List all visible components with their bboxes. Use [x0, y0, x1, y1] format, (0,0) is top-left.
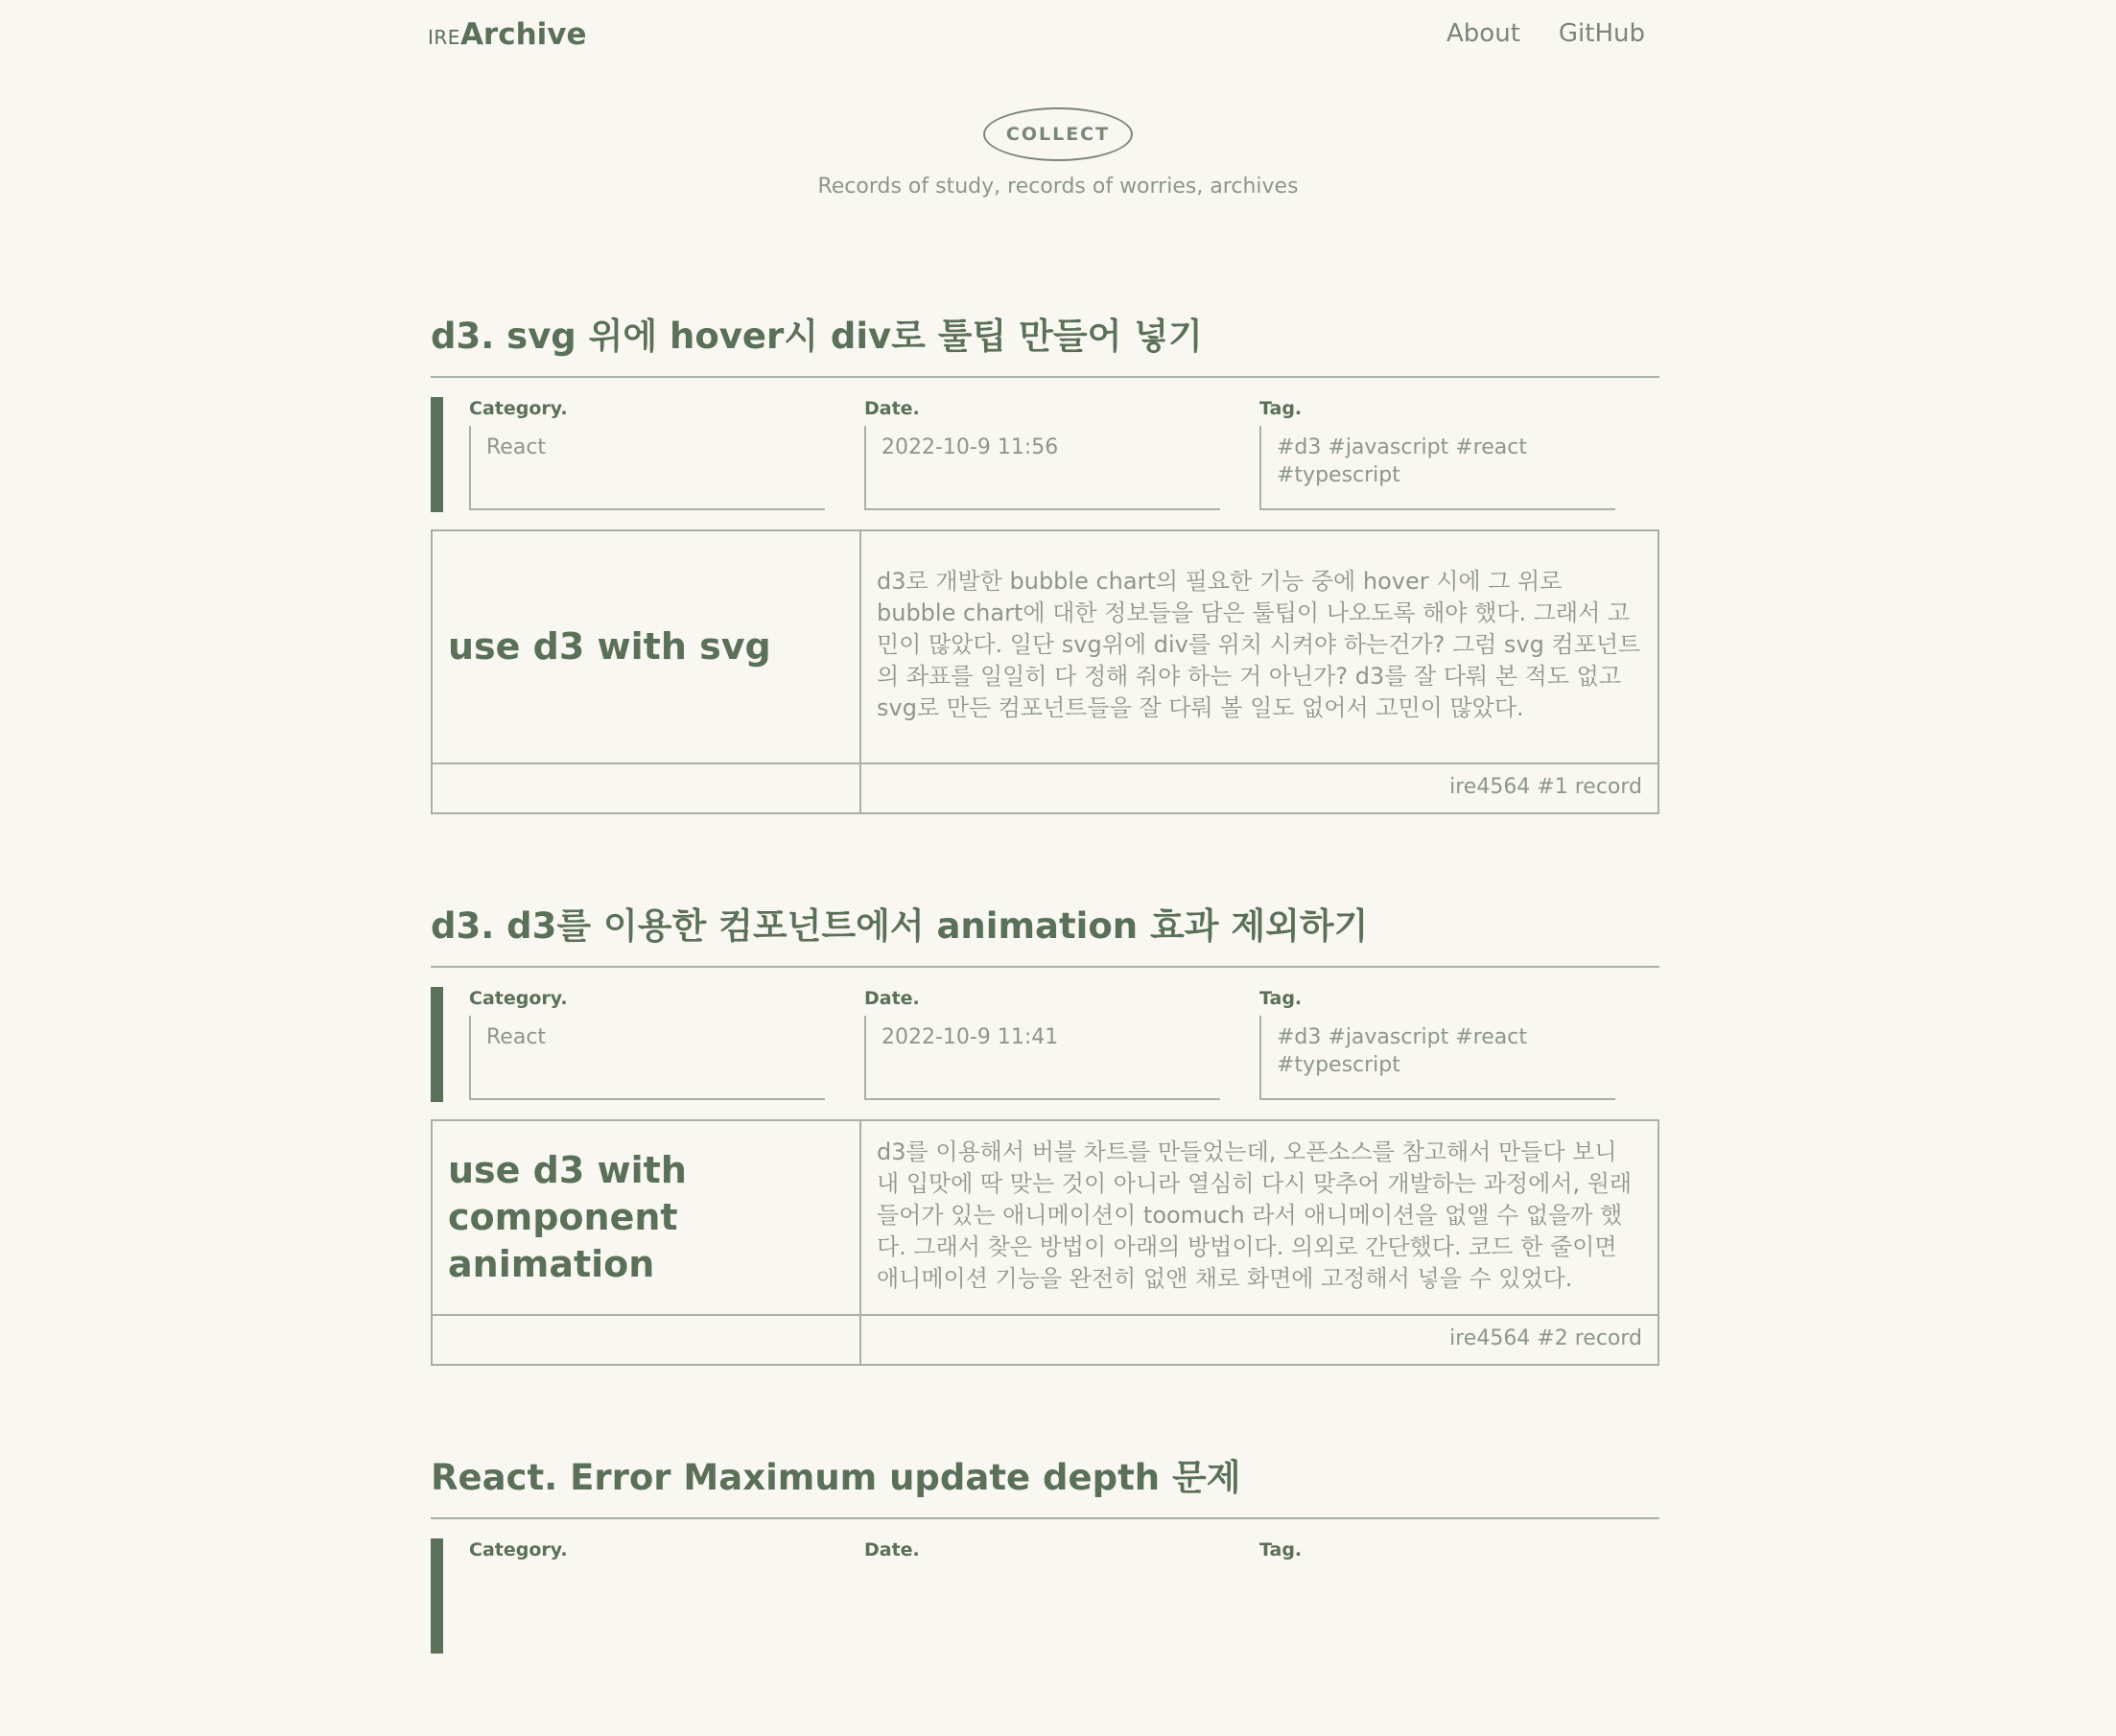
collect-badge: COLLECT: [983, 107, 1133, 161]
post-item: [431, 1448, 1659, 1654]
post-list: [431, 307, 1659, 1736]
date-label: Date.: [864, 398, 920, 419]
nav-github-link[interactable]: GitHub: [1558, 19, 1645, 48]
hero: [0, 107, 2116, 199]
post-meta: [431, 397, 1659, 512]
category-value[interactable]: React: [469, 426, 825, 510]
meta-date: [864, 397, 1259, 512]
meta-category: [469, 987, 864, 1102]
hero-tagline: Records of study, records of worries, archives: [817, 175, 1299, 199]
meta-accent-bar: [431, 1538, 443, 1654]
post-title[interactable]: React. Error Maximum update depth 문제: [431, 1448, 1659, 1519]
date-value: 2022-10-9 11:56: [864, 426, 1220, 510]
post-card[interactable]: [431, 529, 1659, 814]
card-main: [433, 531, 1658, 764]
tag-label: Tag.: [1259, 988, 1303, 1009]
record-label: ire4564 #1 record: [1449, 775, 1642, 799]
tag-value[interactable]: #d3 #javascript #react #typescript: [1259, 1016, 1615, 1100]
card-main: [433, 1121, 1658, 1316]
record-label: ire4564 #2 record: [1449, 1326, 1642, 1350]
tag-label: Tag.: [1259, 398, 1303, 419]
card-footer-empty: [433, 764, 861, 812]
meta-category: [469, 1538, 864, 1654]
tag-label: Tag.: [1259, 1539, 1303, 1560]
post-excerpt: d3를 이용해서 버블 차트를 만들었는데, 오픈소스를 참고해서 만들다 보니 내 입맛에 딱 맞는 것이 아니라 열심히 다시 맞추어 개발하는 과정에서, 원래 들어가 있는 애니메이션이 toomuch 라서 애니메이션을 없앨 수 없을까 했다. 그래서 찾은 방법이 아래의 방법이다. 의외로 간단했다. 코드 한 줄이면 애니메이션 기능을 완전히 없앤 채로 화면에 고정해서 넣을 수 있었다.: [877, 1138, 1633, 1292]
site-logo[interactable]: [428, 17, 587, 52]
post-title[interactable]: d3. svg 위에 hover시 div로 툴팁 만들어 넣기: [431, 307, 1659, 378]
logo-title: Archive: [459, 17, 587, 52]
post-subtitle: use d3 with component animation: [433, 1121, 861, 1314]
meta-tag: [1259, 397, 1655, 512]
post-meta: [431, 1538, 1659, 1654]
post-card[interactable]: [431, 1119, 1659, 1366]
card-footer: [433, 764, 1658, 812]
category-label: Category.: [469, 988, 568, 1009]
meta-accent-bar: [431, 987, 443, 1102]
tag-value[interactable]: #d3 #javascript #react #typescript: [1259, 426, 1615, 510]
date-value: 2022-10-9 11:41: [864, 1016, 1220, 1100]
logo-prefix: IRE: [428, 26, 460, 49]
date-label: Date.: [864, 988, 920, 1009]
category-value[interactable]: React: [469, 1016, 825, 1100]
post-excerpt: d3로 개발한 bubble chart의 필요한 기능 중에 hover 시에 그 위로 bubble chart에 대한 정보들을 담은 툴팁이 나오도록 해야 했다. 그래서 고민이 많았다. 일단 svg위에 div를 위치 시켜야 하는건가? 그럼 svg 컴포넌트의 좌표를 일일히 다 정해 줘야 하는 거 아닌가? d3를 잘 다뤄 본 적도 없고 svg로 만든 컴포넌트들을 잘 다뤄 볼 일도 없어서 고민이 많았다.: [877, 568, 1641, 721]
post-meta: [431, 987, 1659, 1102]
post-item: [431, 897, 1659, 1366]
site-header: [0, 0, 2116, 77]
post-title[interactable]: d3. d3를 이용한 컴포넌트에서 animation 효과 제외하기: [431, 897, 1659, 968]
card-footer-empty: [433, 1316, 861, 1364]
meta-category: [469, 397, 864, 512]
post-item: [431, 307, 1659, 814]
meta-date: [864, 1538, 1259, 1654]
meta-date: [864, 987, 1259, 1102]
date-label: Date.: [864, 1539, 920, 1560]
category-label: Category.: [469, 398, 568, 419]
meta-tag: [1259, 987, 1655, 1102]
meta-tag: [1259, 1538, 1655, 1654]
top-nav: [1446, 19, 1645, 48]
nav-about-link[interactable]: About: [1446, 19, 1520, 48]
meta-accent-bar: [431, 397, 443, 512]
card-footer: [433, 1316, 1658, 1364]
category-label: Category.: [469, 1539, 568, 1560]
post-subtitle: use d3 with svg: [433, 531, 861, 762]
